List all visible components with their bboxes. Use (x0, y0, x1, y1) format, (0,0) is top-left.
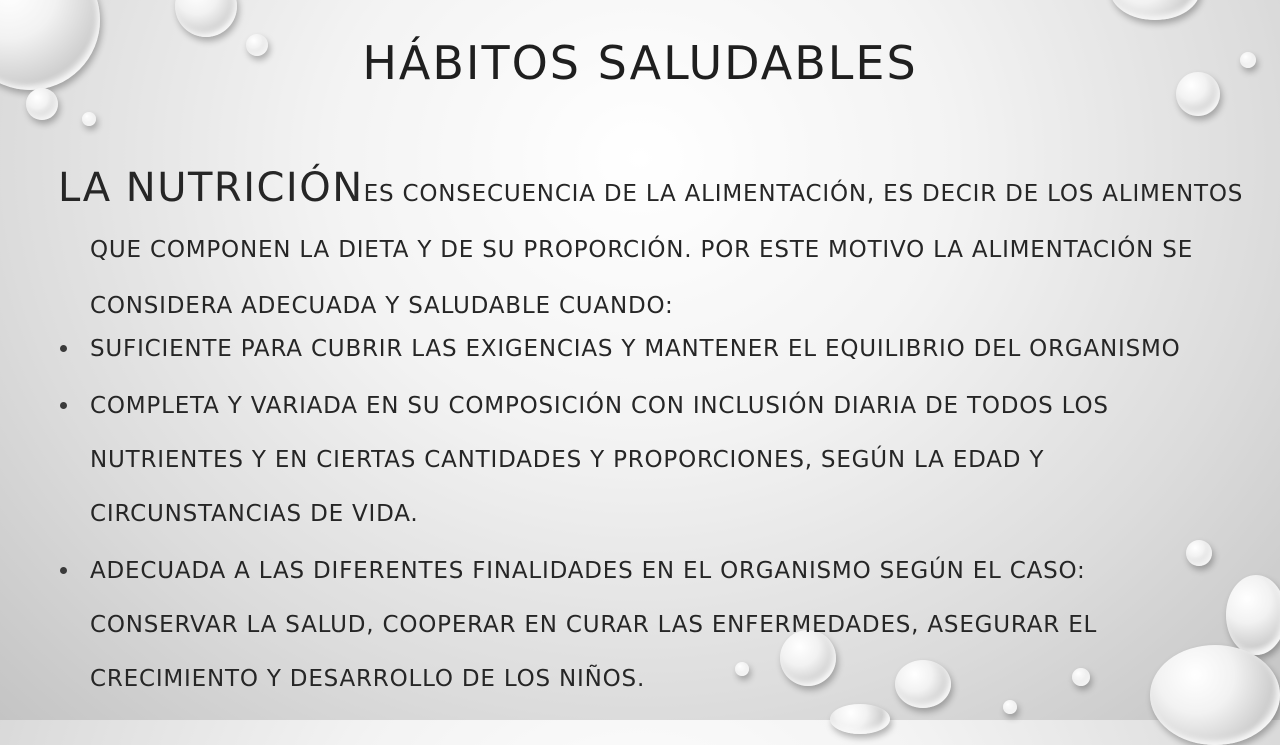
water-drop (175, 0, 237, 37)
water-drop (830, 704, 890, 734)
water-drop (1226, 575, 1280, 655)
water-drop (1110, 0, 1200, 20)
list-item (58, 379, 1228, 541)
bullet-list (58, 322, 1228, 706)
page-title: HÁBITOS SALUDABLES (362, 36, 918, 90)
water-drop (82, 112, 96, 126)
list-item (58, 322, 1228, 376)
intro-text: ES CONSECUENCIA DE LA ALIMENTACIÓN, ES DECIR DE LOS ALIMENTOS QUE COMPONEN LA DIETA Y DE SU PROPORCIÓN. POR ESTE MOTIVO LA ALIMENTACIÓN SE CONSIDERA ADECUADA Y SALUDABLE CUANDO: (90, 181, 1244, 319)
bullet-icon (60, 567, 67, 574)
intro-lead: LA NUTRICIÓN (58, 165, 364, 211)
list-item (58, 544, 1228, 706)
bullet-icon (60, 402, 67, 409)
bullet-icon (60, 345, 67, 352)
bullet-text: SUFICIENTE PARA CUBRIR LAS EXIGENCIAS Y MANTENER EL EQUILIBRIO DEL ORGANISMO (90, 336, 1181, 362)
bullet-text: ADECUADA A LAS DIFERENTES FINALIDADES EN EL ORGANISMO SEGÚN EL CASO: CONSERVAR LA SALUD, COOPERAR EN CURAR LAS ENFERMEDADES, ASEGURAR EL CRECIMIENTO Y DESARROLLO DE LOS NIÑOS. (90, 558, 1098, 692)
intro-paragraph (58, 160, 1260, 334)
bullet-text: COMPLETA Y VARIADA EN SU COMPOSICIÓN CON INCLUSIÓN DIARIA DE TODOS LOS NUTRIENTES Y EN CIERTAS CANTIDADES Y PROPORCIONES, SEGÚN LA EDAD Y CIRCUNSTANCIAS DE VIDA. (90, 393, 1109, 527)
water-drop (26, 88, 58, 120)
